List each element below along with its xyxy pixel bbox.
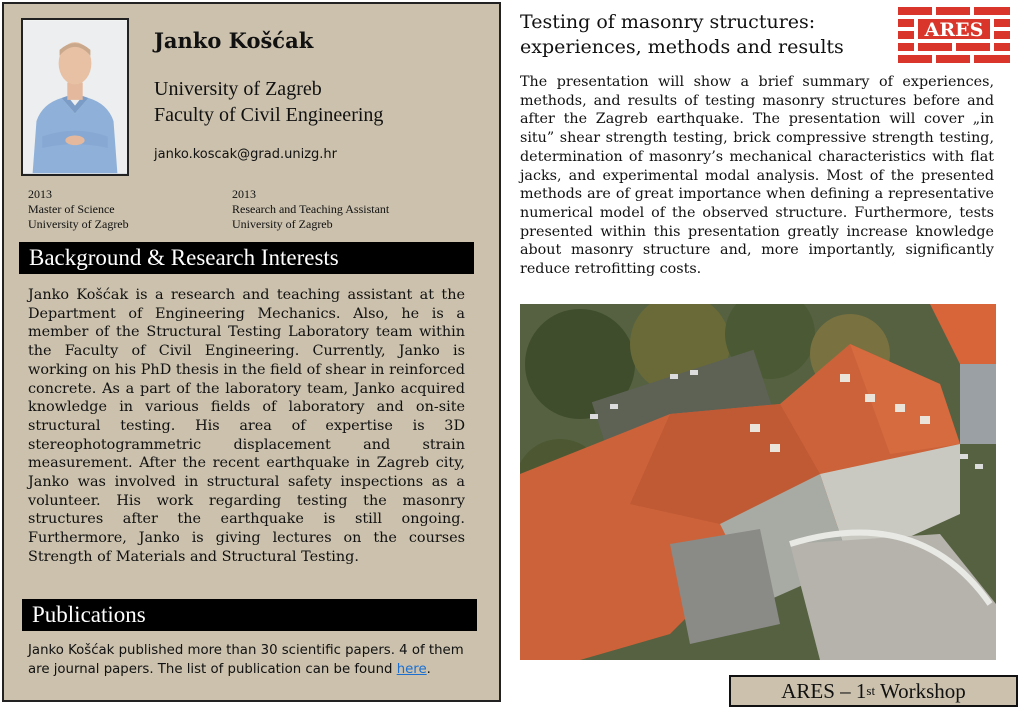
talk-title-line: experiences, methods and results xyxy=(520,36,844,58)
education-entry xyxy=(232,187,389,232)
education-institution: University of Zagreb xyxy=(232,217,333,231)
aerial-building-photo xyxy=(520,304,996,660)
talk-abstract: The presentation will show a brief summary of experiences, methods, and results of testing masonry structures before and after the Zagreb earthquake. The presentation will cover „in situ” shear strength testing, brick compressive strength testing, determination of masonry’s mechanical characteristics with flat jacks, and experimental modal analysis. Most of the presented methods are of great importance when defining a representative numerical model of the observed structure. Furthermore, tests presented within this presentation greatly increase knowledge about masonry structure and, more importantly, significantly reduce retrofitting costs. xyxy=(520,74,994,278)
talk-title-line: Testing of masonry structures: xyxy=(520,11,816,33)
publications-heading: Publications xyxy=(22,599,477,631)
education-entry xyxy=(28,187,129,232)
background-text: Janko Košćak is a research and teaching assistant at the Department of Engineering Mechanics. Also, he is a member of the Structural Testing Laboratory team within the Faculty of Civil Engineering. Currently, Janko is working on his PhD thesis in the field of shear in reinforced concrete. As a part of the laboratory team, Janko acquired knowledge in various fields of laboratory and on-site structural testing. His area of expertise is 3D stereophotogrammetric displacement and strain measurement. After the recent earthquake in Zagreb city, Janko was involved in structural safety inspections as a volunteer. His work regarding testing the masonry structures after the earthquake is still ongoing. Furthermore, Janko is giving lectures on the courses Strength of Materials and Structural Testing. xyxy=(28,287,465,565)
publications-link[interactable]: here xyxy=(396,662,427,677)
logo-text: ARES xyxy=(924,19,984,41)
speaker-photo xyxy=(21,18,129,176)
publications-text xyxy=(28,641,468,679)
ares-logo xyxy=(898,7,1010,63)
talk-title xyxy=(520,10,844,60)
university: University of Zagreb xyxy=(154,78,322,100)
education-title: Master of Science xyxy=(28,202,115,216)
workshop-prefix: ARES – 1 xyxy=(781,678,867,703)
workshop-suffix: Workshop xyxy=(875,678,966,703)
publications-suffix: . xyxy=(426,662,431,677)
speaker-name: Janko Košćak xyxy=(154,28,314,53)
affiliation xyxy=(154,76,383,128)
education-year: 2013 xyxy=(28,187,52,201)
publications-body: Janko Košćak published more than 30 scientific papers. 4 of them are journal papers. The list of publication can be found xyxy=(28,643,464,677)
education-title: Research and Teaching Assistant xyxy=(232,202,390,216)
faculty: Faculty of Civil Engineering xyxy=(154,104,384,126)
education-year: 2013 xyxy=(232,187,256,201)
workshop-badge xyxy=(729,675,1018,707)
speaker-panel xyxy=(2,2,501,702)
background-heading: Background & Research Interests xyxy=(19,242,474,274)
workshop-ordinal: st xyxy=(866,683,876,698)
education-institution: University of Zagreb xyxy=(28,217,129,231)
email-address[interactable]: janko.koscak@grad.unizg.hr xyxy=(154,147,338,162)
